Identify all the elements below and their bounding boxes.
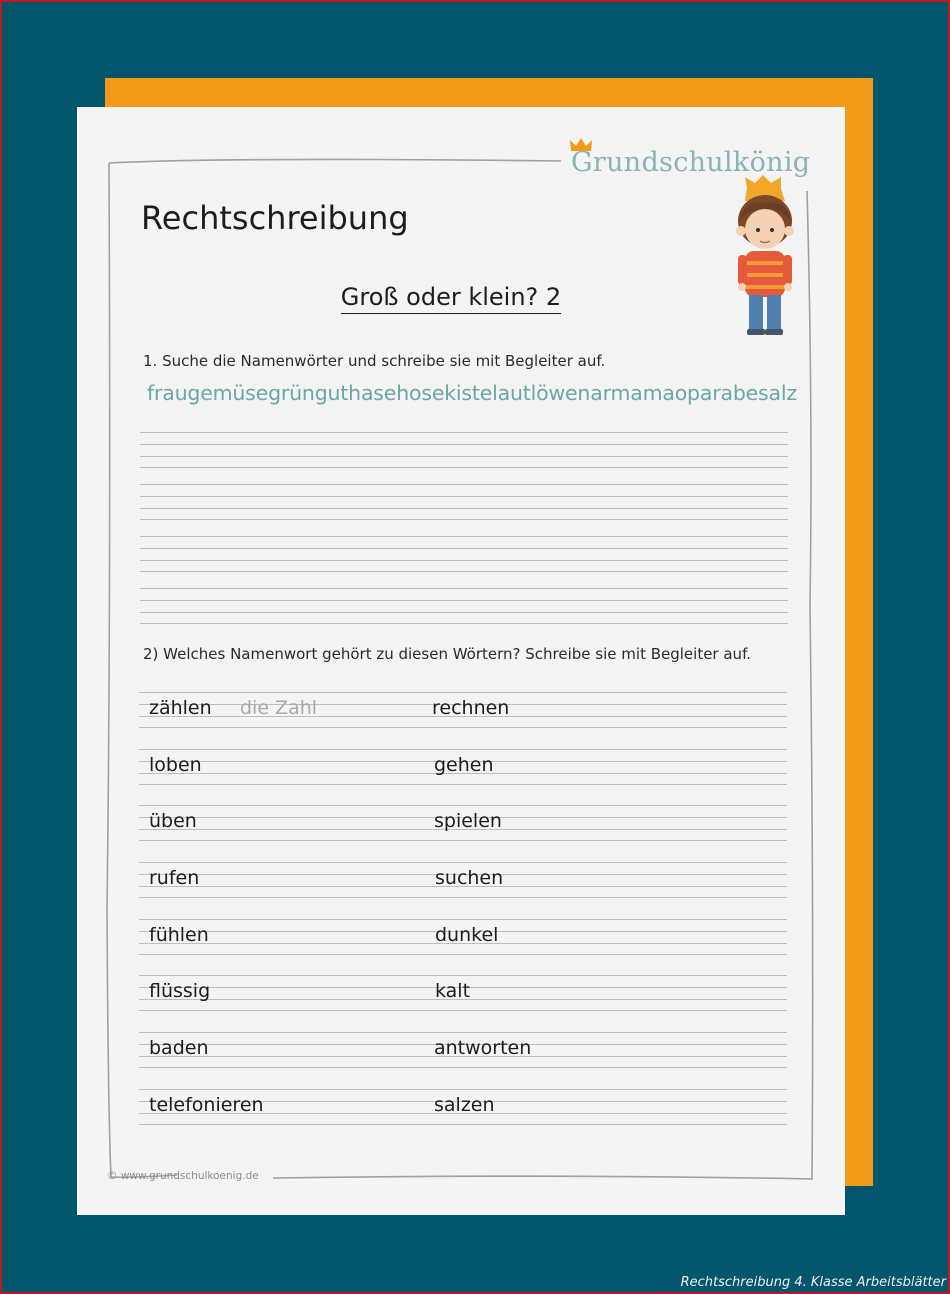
word-row[interactable] — [139, 975, 787, 1011]
example-answer: die Zahl — [240, 697, 318, 719]
word-left: baden — [149, 1037, 209, 1059]
word-left: loben — [149, 754, 202, 776]
word-left: rufen — [149, 867, 200, 889]
footer-copyright: © www.grundschulkoenig.de — [107, 1170, 259, 1182]
writing-lines-3[interactable] — [140, 536, 788, 572]
word-row[interactable] — [139, 1089, 787, 1125]
word-row[interactable] — [139, 749, 787, 785]
word-right: suchen — [435, 867, 504, 889]
worksheet-page — [77, 107, 845, 1215]
worksheet-title: Rechtschreibung — [141, 199, 409, 237]
word-right: salzen — [434, 1094, 495, 1116]
word-right: antworten — [434, 1037, 532, 1059]
word-row[interactable] — [139, 692, 787, 728]
letter-chain: fraugemüsegrünguthasehosekistelautlöwenarmamaoparabesalz — [147, 381, 797, 405]
word-right: spielen — [434, 810, 502, 832]
word-left: üben — [149, 810, 197, 832]
word-row[interactable] — [139, 805, 787, 841]
word-row[interactable] — [139, 862, 787, 898]
word-left: flüssig — [149, 980, 211, 1002]
writing-lines-1[interactable] — [140, 432, 788, 468]
subtitle-text: Groß oder klein? 2 — [341, 283, 561, 314]
word-right: rechnen — [432, 697, 510, 719]
image-caption: Rechtschreibung 4. Klasse Arbeitsblätter — [680, 1275, 946, 1290]
task-1-instruction: 1. Suche die Namenwörter und schreibe sie mit Begleiter auf. — [143, 352, 606, 370]
word-right: dunkel — [435, 924, 499, 946]
worksheet-subtitle — [77, 283, 845, 311]
brand-logo: Grundschulkönig — [571, 147, 811, 178]
boy-with-crown-illustration — [725, 175, 805, 337]
word-row[interactable] — [139, 1032, 787, 1068]
word-left: telefonieren — [149, 1094, 264, 1116]
writing-lines-4[interactable] — [140, 588, 788, 624]
word-left: fühlen — [149, 924, 209, 946]
writing-lines-2[interactable] — [140, 484, 788, 520]
word-right: gehen — [434, 754, 494, 776]
word-row[interactable] — [139, 919, 787, 955]
word-right: kalt — [435, 980, 471, 1002]
task-2-instruction: 2) Welches Namenwort gehört zu diesen Wörtern? Schreibe sie mit Begleiter auf. — [143, 645, 752, 663]
word-left: zählen — [149, 697, 212, 719]
